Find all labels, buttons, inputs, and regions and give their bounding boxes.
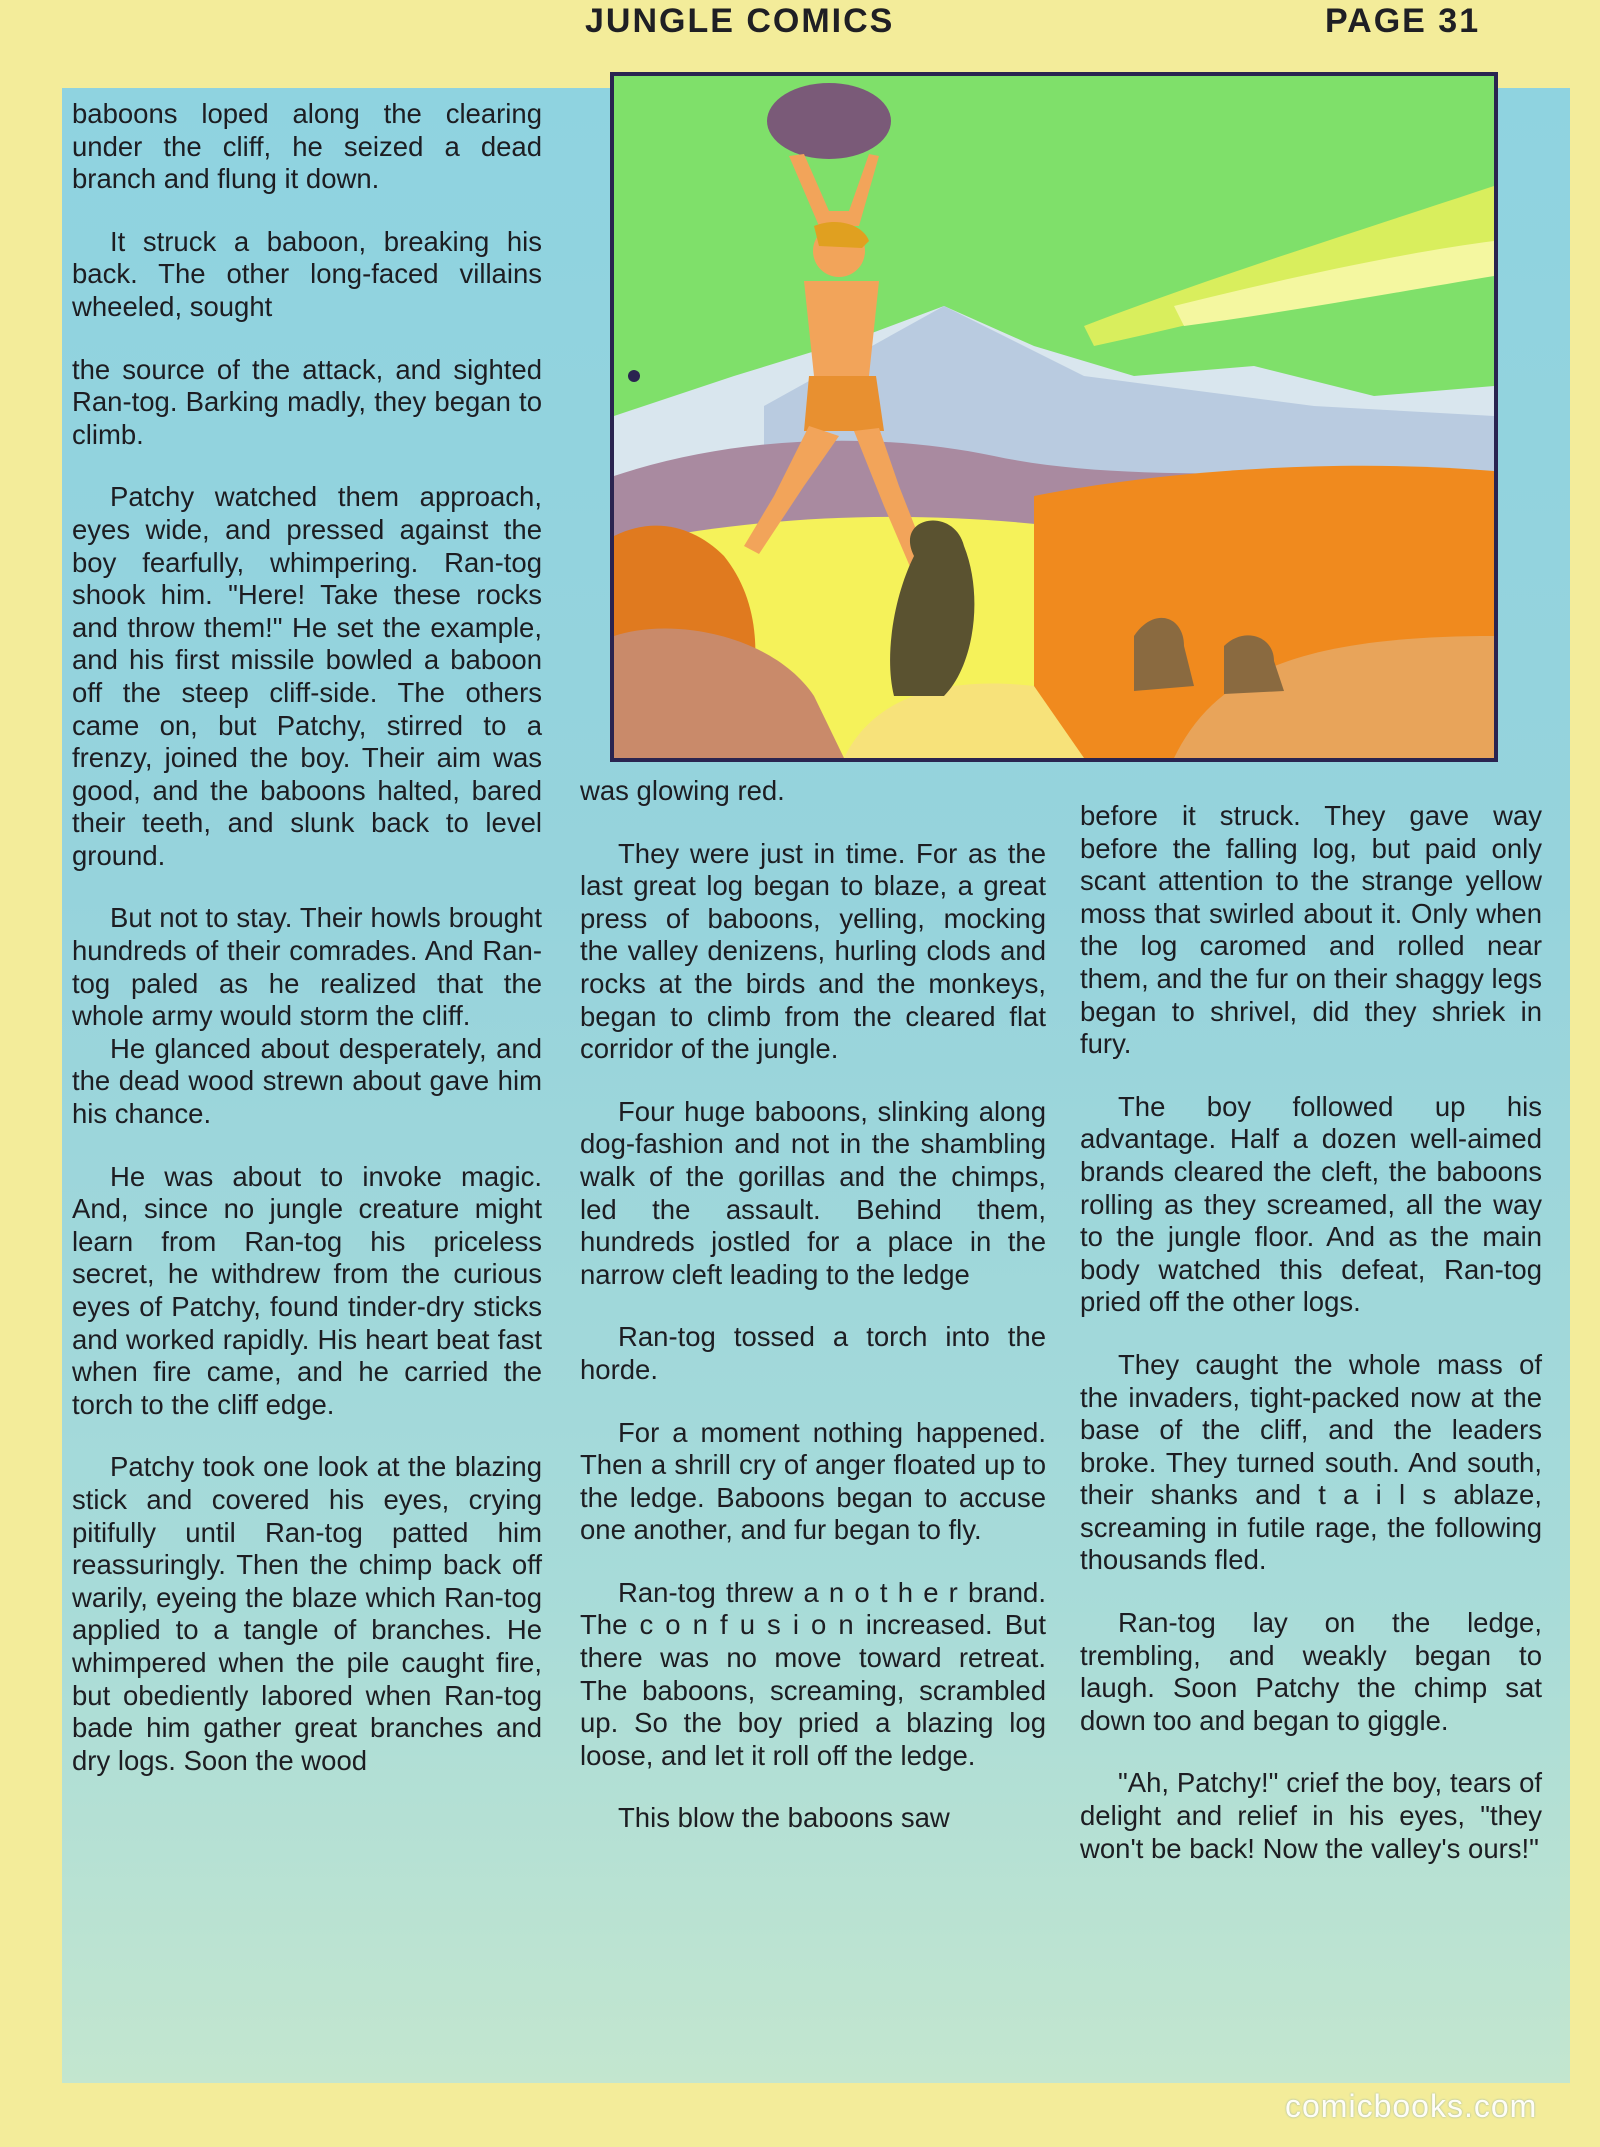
paragraph: Four huge baboons, slinking along dog-fashion and not in the shambling walk of the gorillas and the chimps, led the assault. Behind them, hundreds jostled for a place in the narrow cleft leading to the ledge — [580, 1095, 1046, 1290]
paragraph: baboons loped along the clearing under the cliff, he seized a dead branch and flung it down. — [72, 98, 542, 195]
paragraph: Ran-tog threw a n o t h e r brand. The c o n f u s i o n increased. But there was no move toward retreat. The baboons, screaming, scrambled up. So the boy pried a blazing log loose, and let it roll off the ledge. — [580, 1576, 1046, 1771]
text-column-3 — [1080, 800, 1542, 1865]
text-column-1 — [72, 98, 542, 1777]
page-header-title: JUNGLE COMICS — [585, 2, 895, 40]
paragraph: the source of the attack, and sighted Ran-tog. Barking madly, they began to climb. — [72, 353, 542, 450]
paragraph: Patchy took one look at the blazing stick and covered his eyes, crying pitifully until Ran-tog patted him reassuringly. Then the chimp back off warily, eyeing the blaze which Ran-tog applied to a tangle of branches. He whimpered when the pile caught fire, but obediently labored when Ran-tog bade him gather great branches and dry logs. Soon the wood — [72, 1451, 542, 1776]
paragraph: Ran-tog tossed a torch into the horde. — [580, 1321, 1046, 1385]
paragraph: He glanced about desperately, and the dead wood strewn about gave him his chance. — [72, 1032, 542, 1130]
paragraph: Patchy watched them approach, eyes wide, and pressed against the boy fearfully, whimpering. Ran-tog shook him. "Here! Take these rocks and throw them!" He set the example, and his first missile bowled a baboon off the steep cliff-side. The others came on, but Patchy, stirred to a frenzy, joined the boy. Their aim was good, and the baboons halted, bared their teeth, and slunk back to level ground. — [72, 481, 542, 871]
paragraph: Ran-tog lay on the ledge, trembling, and weakly began to laugh. Soon Patchy the chimp sat down too and began to giggle. — [1080, 1607, 1542, 1736]
paragraph: They were just in time. For as the last great log began to blaze, a great press of baboons, yelling, mocking the valley denizens, hurling clods and rocks at the birds and the monkeys, began to climb from the cleared flat corridor of the jungle. — [580, 837, 1046, 1065]
illustration-art — [614, 76, 1494, 758]
paragraph: But not to stay. Their howls brought hundreds of their comrades. And Ran-tog paled as he realized that the whole army would storm the cliff. — [72, 902, 542, 1032]
paragraph: was glowing red. — [580, 775, 785, 806]
text-column-2 — [580, 775, 1046, 1835]
comic-illustration — [610, 72, 1498, 762]
paragraph: This blow the baboons saw — [618, 1802, 950, 1834]
page-number: PAGE 31 — [1325, 2, 1481, 40]
paragraph: "Ah, Patchy!" crief the boy, tears of delight and relief in his eyes, "they won't be back! Now the valley's ours!" — [1080, 1767, 1542, 1864]
paragraph: They caught the whole mass of the invaders, tight-packed now at the base of the cliff, and the leaders broke. They turned south. And south, their shanks and t a i l s ablaze, screaming in futile rage, the following thousands fled. — [1080, 1348, 1542, 1576]
paragraph: before it struck. They gave way before the falling log, but paid only scant attention to the strange yellow moss that swirled about it. Only when the log caromed and rolled near them, and the fur on their shaggy legs began to shrivel, did they shriek in fury. — [1080, 800, 1542, 1060]
paragraph: For a moment nothing happened. Then a shrill cry of anger floated up to the ledge. Baboons began to accuse one another, and fur began to fly. — [580, 1416, 1046, 1546]
paragraph: The boy followed up his advantage. Half a dozen well-aimed brands cleared the cleft, the baboons rolling as they screamed, all the way to the jungle floor. And as the main body watched this defeat, Ran-tog pried off the other logs. — [1080, 1090, 1542, 1318]
watermark-text: comicbooks.com — [1285, 2088, 1538, 2124]
paragraph: It struck a baboon, breaking his back. The other long-faced villains wheeled, sought — [72, 225, 542, 322]
paragraph: He was about to invoke magic. And, since no jungle creature might learn from Ran-tog his priceless secret, he withdrew from the curious eyes of Patchy, found tinder-dry sticks and worked rapidly. His heart beat fast when fire came, and he carried the torch to the cliff edge. — [72, 1160, 542, 1420]
